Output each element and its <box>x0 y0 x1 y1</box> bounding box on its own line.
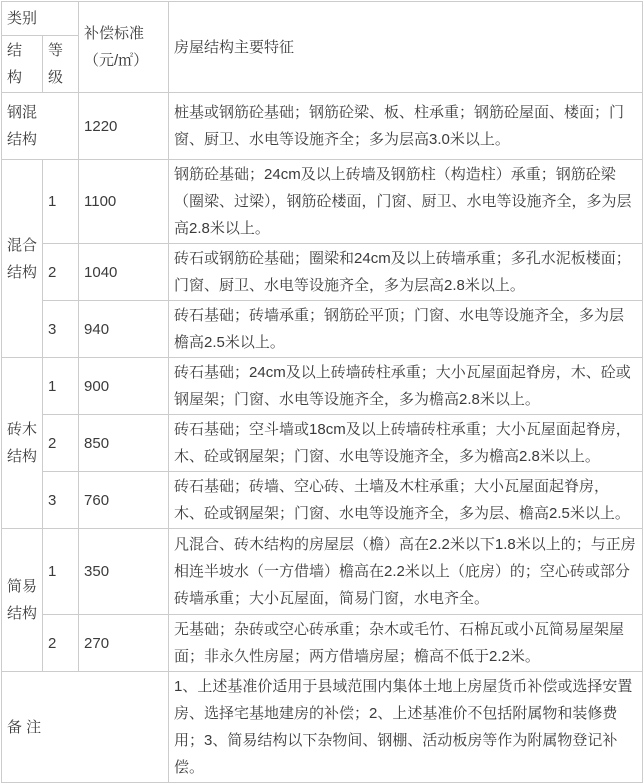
header-row-1 <box>2 2 643 36</box>
grade-cell: 2 <box>43 244 79 301</box>
price-cell: 900 <box>79 358 169 415</box>
table-row <box>2 415 643 472</box>
grade-cell: 1 <box>43 529 79 615</box>
features-cell: 无基础；杂砖或空心砖承重；杂木或毛竹、石棉瓦或小瓦简易屋架屋面；非永久性房屋；两方借墙房屋；檐高不低于2.2米。 <box>169 615 643 672</box>
grade-cell: 1 <box>43 358 79 415</box>
structure-label: 钢混结构 <box>7 104 38 148</box>
price-cell: 760 <box>79 472 169 529</box>
table-row <box>2 472 643 529</box>
table-row <box>2 93 643 160</box>
table-row <box>2 615 643 672</box>
features-cell: 砖石基础；24cm及以上砖墙砖柱承重；大小瓦屋面起脊房，木、砼或钢屋架；门窗、水电等设施齐全，多为檐高2.8米以上。 <box>169 358 643 415</box>
compensation-table <box>1 1 643 783</box>
header-category: 类别 <box>2 2 79 36</box>
price-cell: 940 <box>79 301 169 358</box>
table-row <box>2 301 643 358</box>
grade-cell: 3 <box>43 301 79 358</box>
price-cell: 350 <box>79 529 169 615</box>
header-features: 房屋结构主要特征 <box>169 2 643 93</box>
remark-row <box>2 672 643 783</box>
header-standard: 补偿标准（元/㎡） <box>79 2 169 93</box>
grade-cell: 3 <box>43 472 79 529</box>
grade-cell: 2 <box>43 615 79 672</box>
price-cell: 270 <box>79 615 169 672</box>
grade-cell: 2 <box>43 415 79 472</box>
features-cell: 钢筋砼基础；24cm及以上砖墙及钢筋柱（构造柱）承重；钢筋砼梁（圈梁、过梁），钢筋砼楼面，门窗、厨卫、水电等设施齐全，多为层高2.8米以上。 <box>169 160 643 244</box>
table-row <box>2 358 643 415</box>
price-cell: 1040 <box>79 244 169 301</box>
features-cell: 砖石或钢筋砼基础；圈梁和24cm及以上砖墙承重；多孔水泥板楼面；门窗、厨卫、水电等设施齐全，多为层高2.8米以上。 <box>169 244 643 301</box>
header-grade-label: 等级 <box>48 42 64 86</box>
structure-cell: 砖木结构 <box>2 358 43 529</box>
table-row <box>2 244 643 301</box>
header-structure-label: 结构 <box>7 42 23 86</box>
features-cell: 砖石基础；砖墙、空心砖、土墙及木柱承重；大小瓦屋面起脊房，木、砼或钢屋架；门窗、水电等设施齐全，多为层、檐高2.5米以上。 <box>169 472 643 529</box>
price-cell: 850 <box>79 415 169 472</box>
price-cell: 1100 <box>79 160 169 244</box>
features-cell: 桩基或钢筋砼基础；钢筋砼梁、板、柱承重；钢筋砼屋面、楼面；门窗、厨卫、水电等设施齐全；多为层高3.0米以上。 <box>169 93 643 160</box>
structure-cell: 混合结构 <box>2 160 43 358</box>
features-cell: 砖石基础；空斗墙或18cm及以上砖墙砖柱承重；大小瓦屋面起脊房，木、砼或钢屋架；门窗、水电等设施齐全，多为檐高2.8米以上。 <box>169 415 643 472</box>
header-structure <box>2 36 43 93</box>
features-cell: 凡混合、砖木结构的房屋层（檐）高在2.2米以下1.8米以上的；与正房相连半坡水（一方借墙）檐高在2.2米以上（庇房）的；空心砖或部分砖墙承重；大小瓦屋面，简易门窗，水电齐全。 <box>169 529 643 615</box>
structure-cell: 简易结构 <box>2 529 43 672</box>
header-grade <box>43 36 79 93</box>
features-cell: 砖石基础；砖墙承重；钢筋砼平顶；门窗、水电等设施齐全，多为层檐高2.5米以上。 <box>169 301 643 358</box>
price-cell: 1220 <box>79 93 169 160</box>
table-row <box>2 529 643 615</box>
remark-text-cell: 1、上述基准价适用于县域范围内集体土地上房屋货币补偿或选择安置房、选择宅基地建房的补偿；2、上述基准价不包括附属物和装修费用；3、简易结构以下杂物间、钢棚、活动板房等作为附属物登记补偿。 <box>169 672 643 783</box>
table-row <box>2 160 643 244</box>
structure-cell <box>2 93 79 160</box>
remark-label-cell: 备 注 <box>2 672 169 783</box>
grade-cell: 1 <box>43 160 79 244</box>
